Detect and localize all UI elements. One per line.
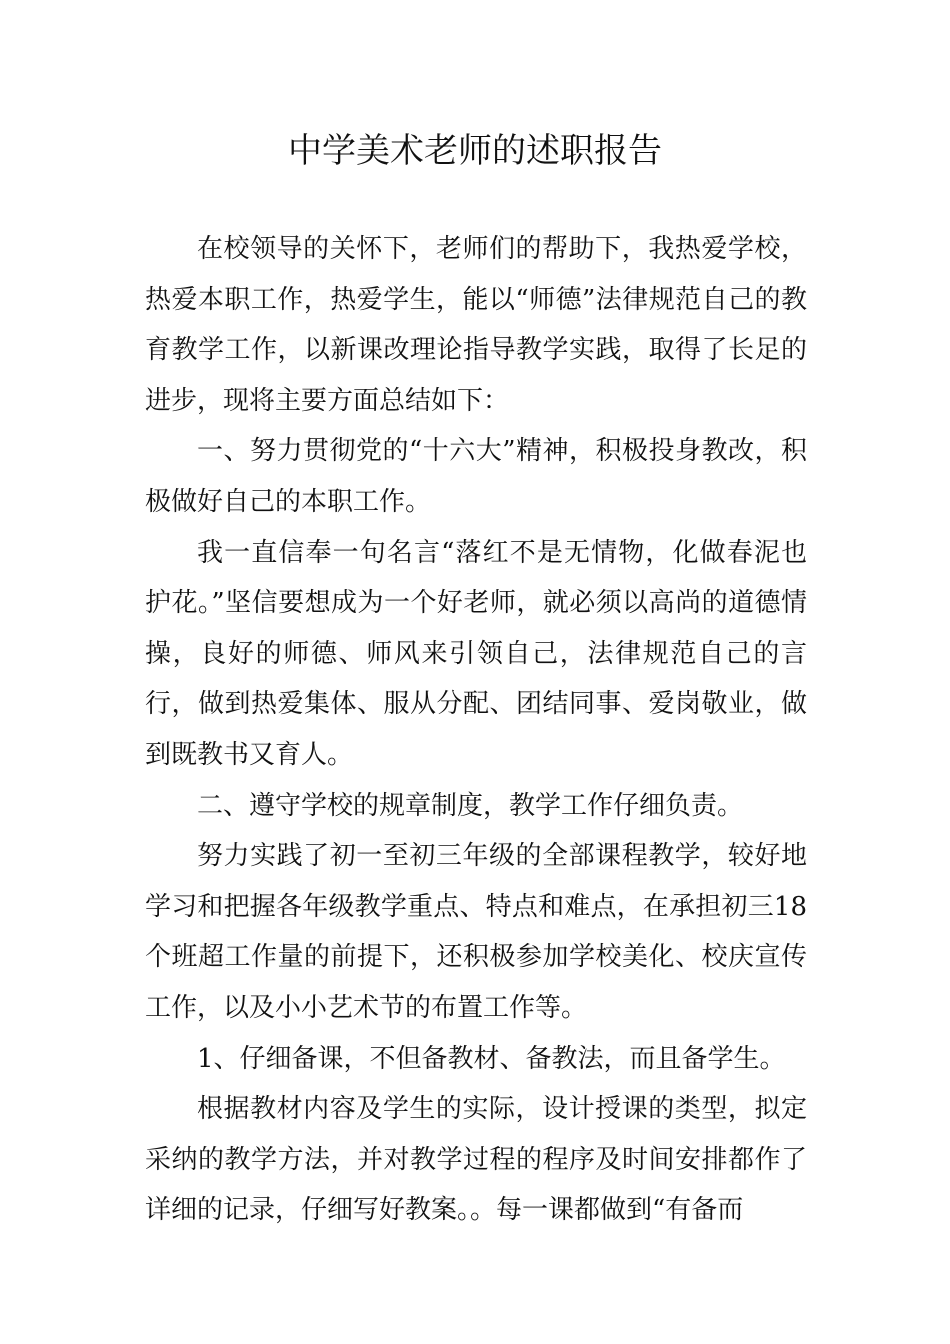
paragraph-subsection-1-body: 根据教材内容及学生的实际，设计授课的类型，拟定采纳的教学方法，并对教学过程的程序及时间安排都作了详细的记录，仔细写好教案。。每一课都做到“有备而 — [145, 1094, 807, 1226]
document-body — [145, 224, 807, 1236]
paragraph-section-2-body: 努力实践了初一至初三年级的全部课程教学，较好地学习和把握各年级教学重点、特点和难点，在承担初三18个班超工作量的前提下，还积极参加学校美化、校庆宣传工作，以及小小艺术节的布置工作等。 — [145, 841, 807, 1023]
paragraph-section-1-heading: 一、努力贯彻党的“十六大”精神，积极投身教改，积极做好自己的本职工作。 — [145, 436, 807, 517]
paragraph-subsection-1-heading: 1、仔细备课，不但备教材、备教法，而且备学生。 — [197, 1043, 786, 1074]
paragraph-section-2-heading: 二、遵守学校的规章制度，教学工作仔细负责。 — [197, 790, 744, 821]
paragraph-intro: 在校领导的关怀下，老师们的帮助下，我热爱学校，热爱本职工作，热爱学生，能以“师德”法律规范自己的教育教学工作，以新课改理论指导教学实践，取得了长足的进步，现将主要方面总结如下： — [145, 234, 807, 416]
document-title: 中学美术老师的述职报告 — [288, 131, 662, 171]
paragraph-section-1-body: 我一直信奉一句名言“落红不是无情物，化做春泥也护花。”坚信要想成为一个好老师，就必须以高尚的道德情操，良好的师德、师风来引领自己，法律规范自己的言行，做到热爱集体、服从分配、团结同事、爱岗敬业，做到既教书又育人。 — [145, 537, 807, 770]
